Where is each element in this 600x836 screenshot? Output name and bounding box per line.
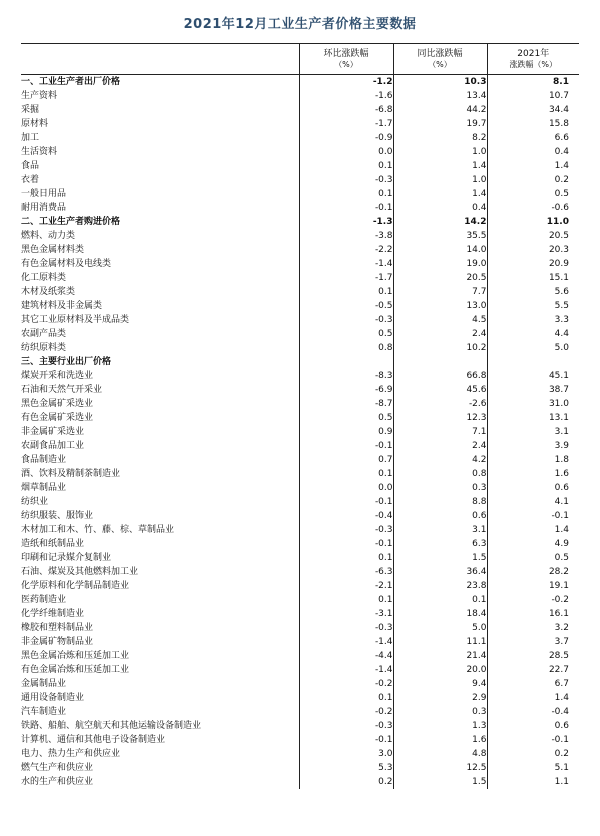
row-value-2: 1.0 — [393, 173, 487, 187]
row-value-2: 44.2 — [393, 103, 487, 117]
row-value-3: 0.5 — [554, 188, 569, 199]
row-label: 造纸和纸制品业 — [21, 537, 299, 551]
row-label: 酒、饮料及精制茶制造业 — [21, 467, 299, 481]
row-label: 计算机、通信和其他电子设备制造业 — [21, 733, 299, 747]
row-value-3: 0.6 — [554, 720, 569, 731]
table-row — [21, 285, 579, 299]
row-value-1: 0.1 — [299, 467, 393, 481]
row-value-1: -6.3 — [299, 565, 393, 579]
row-value-3: 28.5 — [548, 650, 569, 661]
row-value-2: 13.0 — [393, 299, 487, 313]
row-label: 铁路、船舶、航空航天和其他运输设备制造业 — [21, 719, 299, 733]
row-value-1: 0.9 — [299, 425, 393, 439]
row-value-1: -8.3 — [299, 369, 393, 383]
row-value-2: 66.8 — [393, 369, 487, 383]
row-value-3: 38.7 — [548, 384, 569, 395]
row-value-3: 4.1 — [554, 496, 569, 507]
row-value-2: 19.7 — [393, 117, 487, 131]
row-value-1: 0.7 — [299, 453, 393, 467]
row-value-3: 3.3 — [554, 314, 569, 325]
table-row — [21, 453, 579, 467]
table-row — [21, 607, 579, 621]
row-value-1: 0.1 — [299, 285, 393, 299]
row-value-2: 36.4 — [393, 565, 487, 579]
price-data-table — [21, 43, 579, 789]
row-label: 农副食品加工业 — [21, 439, 299, 453]
row-value-1: -0.2 — [299, 677, 393, 691]
row-value-1: 0.0 — [299, 145, 393, 159]
table-row — [21, 411, 579, 425]
row-value-1: -0.1 — [299, 201, 393, 215]
row-value-3: 11.0 — [546, 216, 569, 227]
row-value-3: 22.7 — [548, 664, 569, 675]
row-value-3: 28.2 — [548, 566, 569, 577]
row-label: 水的生产和供应业 — [21, 775, 299, 789]
row-value-1: -0.1 — [299, 733, 393, 747]
row-value-3: -0.2 — [551, 594, 569, 605]
table-row — [21, 649, 579, 663]
table-row — [21, 425, 579, 439]
row-value-1: 0.0 — [299, 481, 393, 495]
row-label: 煤炭开采和洗选业 — [21, 369, 299, 383]
table-row — [21, 299, 579, 313]
row-value-3: 31.0 — [548, 398, 569, 409]
row-label: 化学纤维制造业 — [21, 607, 299, 621]
row-value-2: 1.4 — [393, 187, 487, 201]
row-value-1: -1.4 — [299, 663, 393, 677]
row-value-3: 34.4 — [548, 104, 569, 115]
row-label: 燃气生产和供应业 — [21, 761, 299, 775]
row-value-1: 0.5 — [299, 327, 393, 341]
row-label: 生活资料 — [21, 145, 299, 159]
table-row — [21, 439, 579, 453]
row-label: 有色金属材料及电线类 — [21, 257, 299, 271]
row-value-3: 4.4 — [554, 328, 569, 339]
table-row — [21, 75, 579, 90]
row-label: 印刷和记录媒介复制业 — [21, 551, 299, 565]
column-header-mom: 环比涨跌幅 （%） — [299, 44, 393, 75]
table-row — [21, 369, 579, 383]
table-row — [21, 243, 579, 257]
row-value-1: -0.3 — [299, 523, 393, 537]
row-label: 燃料、动力类 — [21, 229, 299, 243]
table-row — [21, 117, 579, 131]
row-value-1: -6.9 — [299, 383, 393, 397]
row-value-2: 12.5 — [393, 761, 487, 775]
row-value-2: 19.0 — [393, 257, 487, 271]
row-value-2: 20.0 — [393, 663, 487, 677]
row-value-1: 5.3 — [299, 761, 393, 775]
row-value-2: 1.5 — [393, 551, 487, 565]
row-value-2: 14.2 — [393, 215, 487, 229]
column-header-year: 2021年 涨跌幅（%） — [487, 44, 579, 75]
table-row — [21, 495, 579, 509]
row-value-1: -0.3 — [299, 173, 393, 187]
table-row — [21, 327, 579, 341]
table-row — [21, 579, 579, 593]
column-header-yoy: 同比涨跌幅 （%） — [393, 44, 487, 75]
row-value-3: 1.8 — [554, 454, 569, 465]
row-value-1: 0.5 — [299, 411, 393, 425]
row-label: 三、主要行业出厂价格 — [21, 355, 299, 369]
table-header-row — [21, 44, 579, 75]
row-value-2: 14.0 — [393, 243, 487, 257]
row-value-3: -0.1 — [551, 734, 569, 745]
row-label: 衣着 — [21, 173, 299, 187]
row-value-3: 1.4 — [554, 692, 569, 703]
row-value-3: 8.1 — [553, 76, 569, 87]
row-label: 石油和天然气开采业 — [21, 383, 299, 397]
page-title: 2021年12月工业生产者价格主要数据 — [183, 17, 417, 32]
row-value-3: 1.1 — [554, 776, 569, 787]
table-row — [21, 201, 579, 215]
row-value-2: 10.2 — [393, 341, 487, 355]
column-header-category — [21, 44, 299, 75]
row-value-2 — [393, 355, 487, 369]
row-value-2: 1.0 — [393, 145, 487, 159]
row-label: 原材料 — [21, 117, 299, 131]
table-row — [21, 313, 579, 327]
row-label: 有色金属矿采选业 — [21, 411, 299, 425]
row-value-3: 0.2 — [554, 174, 569, 185]
row-value-2: 5.0 — [393, 621, 487, 635]
row-value-2: 2.4 — [393, 327, 487, 341]
row-value-2: 45.6 — [393, 383, 487, 397]
row-value-2: 4.5 — [393, 313, 487, 327]
table-row — [21, 775, 579, 789]
table-row — [21, 383, 579, 397]
row-label: 化工原料类 — [21, 271, 299, 285]
row-value-3: -0.6 — [551, 202, 569, 213]
row-label: 纺织业 — [21, 495, 299, 509]
row-value-3: 1.4 — [554, 160, 569, 171]
row-value-1 — [299, 355, 393, 369]
table-row — [21, 229, 579, 243]
row-value-1: -0.2 — [299, 705, 393, 719]
row-value-2: 1.5 — [393, 775, 487, 789]
row-value-1: -4.4 — [299, 649, 393, 663]
row-value-2: 2.4 — [393, 439, 487, 453]
row-value-3: 13.1 — [548, 412, 569, 423]
row-value-1: -0.1 — [299, 439, 393, 453]
row-value-3: 5.0 — [554, 342, 569, 353]
row-value-1: 3.0 — [299, 747, 393, 761]
row-label: 金属制品业 — [21, 677, 299, 691]
table-row — [21, 691, 579, 705]
row-label: 黑色金属矿采选业 — [21, 397, 299, 411]
table-row — [21, 145, 579, 159]
row-value-2: 7.7 — [393, 285, 487, 299]
row-value-1: -1.2 — [299, 75, 393, 90]
row-value-3: 45.1 — [548, 370, 569, 381]
row-label: 农副产品类 — [21, 327, 299, 341]
table-row — [21, 761, 579, 775]
row-value-1: -1.7 — [299, 117, 393, 131]
row-label: 烟草制品业 — [21, 481, 299, 495]
table-row — [21, 747, 579, 761]
table-row — [21, 509, 579, 523]
row-label: 食品制造业 — [21, 453, 299, 467]
row-label: 电力、热力生产和供应业 — [21, 747, 299, 761]
table-row — [21, 635, 579, 649]
row-value-2: 0.3 — [393, 481, 487, 495]
row-value-2: 0.6 — [393, 509, 487, 523]
row-value-3: 10.7 — [548, 90, 569, 101]
row-value-3: 3.9 — [554, 440, 569, 451]
row-value-2: 21.4 — [393, 649, 487, 663]
row-label: 生产资料 — [21, 89, 299, 103]
row-label: 二、工业生产者购进价格 — [21, 215, 299, 229]
row-value-3: 1.6 — [554, 468, 569, 479]
table-row — [21, 663, 579, 677]
row-label: 黑色金属材料类 — [21, 243, 299, 257]
row-value-1: -0.1 — [299, 537, 393, 551]
table-row — [21, 621, 579, 635]
table-row — [21, 187, 579, 201]
row-value-1: -1.4 — [299, 635, 393, 649]
row-label: 医药制造业 — [21, 593, 299, 607]
row-value-1: -0.4 — [299, 509, 393, 523]
row-value-2: 0.4 — [393, 201, 487, 215]
row-value-1: 0.1 — [299, 187, 393, 201]
row-value-3: 16.1 — [548, 608, 569, 619]
row-value-3: 3.7 — [554, 636, 569, 647]
row-value-3: 5.6 — [554, 286, 569, 297]
row-value-1: -1.6 — [299, 89, 393, 103]
row-value-2: 1.6 — [393, 733, 487, 747]
table-row — [21, 397, 579, 411]
row-label: 一般日用品 — [21, 187, 299, 201]
row-label: 有色金属冶炼和压延加工业 — [21, 663, 299, 677]
row-value-3: 4.9 — [554, 538, 569, 549]
row-label: 建筑材料及非金属类 — [21, 299, 299, 313]
row-label: 纺织原料类 — [21, 341, 299, 355]
table-row — [21, 467, 579, 481]
row-value-1: 0.8 — [299, 341, 393, 355]
table-row — [21, 537, 579, 551]
row-value-3: 3.1 — [554, 426, 569, 437]
row-label: 通用设备制造业 — [21, 691, 299, 705]
row-value-2: 13.4 — [393, 89, 487, 103]
row-value-1: -0.9 — [299, 131, 393, 145]
row-value-2: 9.4 — [393, 677, 487, 691]
row-label: 非金属矿采选业 — [21, 425, 299, 439]
row-value-3: 0.2 — [554, 748, 569, 759]
table-row — [21, 733, 579, 747]
row-value-2: 3.1 — [393, 523, 487, 537]
row-label: 非金属矿物制品业 — [21, 635, 299, 649]
row-value-1: -0.5 — [299, 299, 393, 313]
table-row — [21, 215, 579, 229]
row-value-2: 0.8 — [393, 467, 487, 481]
row-value-1: -1.7 — [299, 271, 393, 285]
row-value-2: 12.3 — [393, 411, 487, 425]
row-value-3: 0.5 — [554, 552, 569, 563]
row-value-2: 0.1 — [393, 593, 487, 607]
row-label: 汽车制造业 — [21, 705, 299, 719]
table-row — [21, 719, 579, 733]
row-value-3: 5.5 — [554, 300, 569, 311]
row-value-2: 11.1 — [393, 635, 487, 649]
table-row — [21, 705, 579, 719]
table-row — [21, 131, 579, 145]
row-value-1: -2.2 — [299, 243, 393, 257]
row-value-2: 20.5 — [393, 271, 487, 285]
table-row — [21, 481, 579, 495]
row-label: 其它工业原材料及半成品类 — [21, 313, 299, 327]
row-value-2: 2.9 — [393, 691, 487, 705]
row-value-2: 8.2 — [393, 131, 487, 145]
row-value-3: 0.6 — [554, 482, 569, 493]
row-value-2: 10.3 — [393, 75, 487, 90]
row-label: 化学原料和化学制品制造业 — [21, 579, 299, 593]
row-value-3: 0.4 — [554, 146, 569, 157]
row-label: 食品 — [21, 159, 299, 173]
row-value-3: 3.2 — [554, 622, 569, 633]
table-row — [21, 257, 579, 271]
table-row — [21, 593, 579, 607]
row-value-3: 15.8 — [548, 118, 569, 129]
table-row — [21, 551, 579, 565]
table-row — [21, 159, 579, 173]
table-row — [21, 677, 579, 691]
row-value-1: 0.1 — [299, 593, 393, 607]
row-label: 黑色金属冶炼和压延加工业 — [21, 649, 299, 663]
row-value-3: -0.4 — [551, 706, 569, 717]
table-row — [21, 89, 579, 103]
row-value-1: -2.1 — [299, 579, 393, 593]
row-value-2: 23.8 — [393, 579, 487, 593]
row-label: 橡胶和塑料制品业 — [21, 621, 299, 635]
row-value-3: 20.9 — [548, 258, 569, 269]
row-value-3: 15.1 — [548, 272, 569, 283]
row-value-2: -2.6 — [393, 397, 487, 411]
table-row — [21, 355, 579, 369]
row-label: 加工 — [21, 131, 299, 145]
row-value-1: -8.7 — [299, 397, 393, 411]
row-value-3: 6.6 — [554, 132, 569, 143]
row-value-1: -1.3 — [299, 215, 393, 229]
row-label: 石油、煤炭及其他燃料加工业 — [21, 565, 299, 579]
row-value-1: -0.3 — [299, 719, 393, 733]
row-value-1: -0.3 — [299, 313, 393, 327]
row-value-1: -0.1 — [299, 495, 393, 509]
row-value-2: 35.5 — [393, 229, 487, 243]
row-value-1: -0.3 — [299, 621, 393, 635]
row-label: 一、工业生产者出厂价格 — [21, 75, 299, 90]
row-value-2: 4.8 — [393, 747, 487, 761]
row-value-1: 0.1 — [299, 159, 393, 173]
row-value-1: 0.1 — [299, 691, 393, 705]
table-row — [21, 271, 579, 285]
table-header — [21, 44, 579, 75]
row-value-2: 0.3 — [393, 705, 487, 719]
table-body — [21, 75, 579, 790]
row-label: 耐用消费品 — [21, 201, 299, 215]
row-value-3: 6.7 — [554, 678, 569, 689]
table-row — [21, 341, 579, 355]
row-value-2: 1.4 — [393, 159, 487, 173]
row-value-3 — [487, 355, 579, 369]
row-value-3: -0.1 — [551, 510, 569, 521]
row-value-3: 20.5 — [548, 230, 569, 241]
row-value-1: -6.8 — [299, 103, 393, 117]
table-row — [21, 523, 579, 537]
table-row — [21, 103, 579, 117]
row-value-3: 1.4 — [554, 524, 569, 535]
row-value-2: 6.3 — [393, 537, 487, 551]
row-label: 木材加工和木、竹、藤、棕、草制品业 — [21, 523, 299, 537]
row-value-3: 5.1 — [554, 762, 569, 773]
row-label: 木材及纸浆类 — [21, 285, 299, 299]
table-row — [21, 173, 579, 187]
row-value-3: 20.3 — [548, 244, 569, 255]
row-value-1: 0.2 — [299, 775, 393, 789]
table-row — [21, 565, 579, 579]
row-value-3: 19.1 — [548, 580, 569, 591]
row-value-1: -1.4 — [299, 257, 393, 271]
row-value-1: -3.1 — [299, 607, 393, 621]
row-value-2: 18.4 — [393, 607, 487, 621]
row-label: 采掘 — [21, 103, 299, 117]
row-value-2: 4.2 — [393, 453, 487, 467]
row-value-2: 8.8 — [393, 495, 487, 509]
row-label: 纺织服装、服饰业 — [21, 509, 299, 523]
row-value-1: 0.1 — [299, 551, 393, 565]
row-value-2: 1.3 — [393, 719, 487, 733]
row-value-1: -3.8 — [299, 229, 393, 243]
row-value-2: 7.1 — [393, 425, 487, 439]
